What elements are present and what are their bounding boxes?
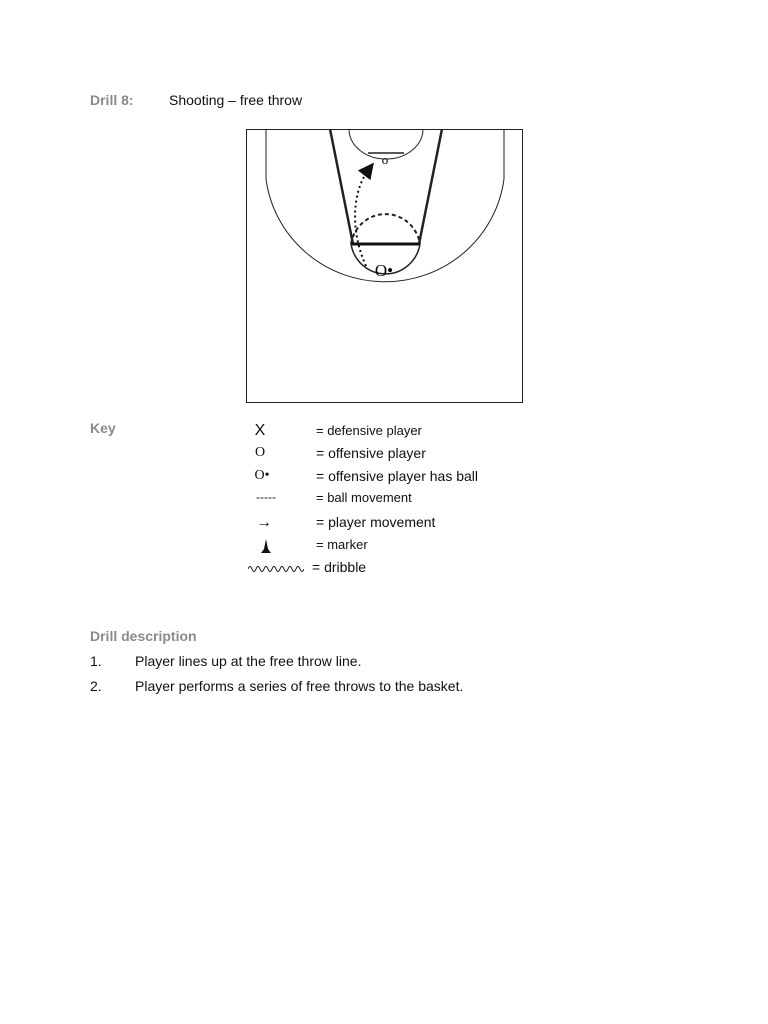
key-symbol: O• <box>254 468 270 483</box>
free-throw-circle-dashed <box>351 214 420 244</box>
key-desc: = player movement <box>316 514 436 530</box>
key-symbol: → <box>256 514 272 531</box>
key-symbol: ----- <box>256 490 276 504</box>
marker-icon <box>260 538 272 554</box>
court-diagram <box>246 129 524 404</box>
lane-line-right <box>419 129 442 244</box>
key-desc: = defensive player <box>316 423 422 438</box>
key-row-ball-movement <box>246 490 566 512</box>
key-row-offensive-ball <box>246 468 566 490</box>
drill-label: Drill 8: <box>90 92 134 108</box>
player-with-ball: O• <box>374 261 394 280</box>
key-row-offensive <box>246 445 566 467</box>
key-label: Key <box>90 420 116 436</box>
step-text: Player lines up at the free throw line. <box>135 653 362 669</box>
step-number: 1. <box>90 653 102 669</box>
key-symbol: X <box>254 422 266 439</box>
key-desc: = dribble <box>312 559 367 575</box>
step-text: Player performs a series of free throws to the basket. <box>135 678 464 694</box>
key-desc: = ball movement <box>316 490 412 505</box>
key-row-marker <box>246 537 566 559</box>
key-desc: = offensive player has ball <box>316 468 479 484</box>
dribble-icon <box>248 564 304 574</box>
ball-movement-path <box>355 169 369 266</box>
drill-title: Shooting – free throw <box>169 92 303 108</box>
key-desc: = offensive player <box>316 445 426 461</box>
key-symbol: O <box>254 445 266 460</box>
lane-line-left <box>330 129 353 244</box>
step-number: 2. <box>90 678 102 694</box>
description-heading: Drill description <box>90 628 197 644</box>
player-near-basket: o <box>381 152 389 167</box>
key-row-defensive <box>246 422 566 444</box>
key-desc: = marker <box>316 537 368 552</box>
key-row-dribble <box>246 559 566 581</box>
key-row-player-movement <box>246 514 566 536</box>
